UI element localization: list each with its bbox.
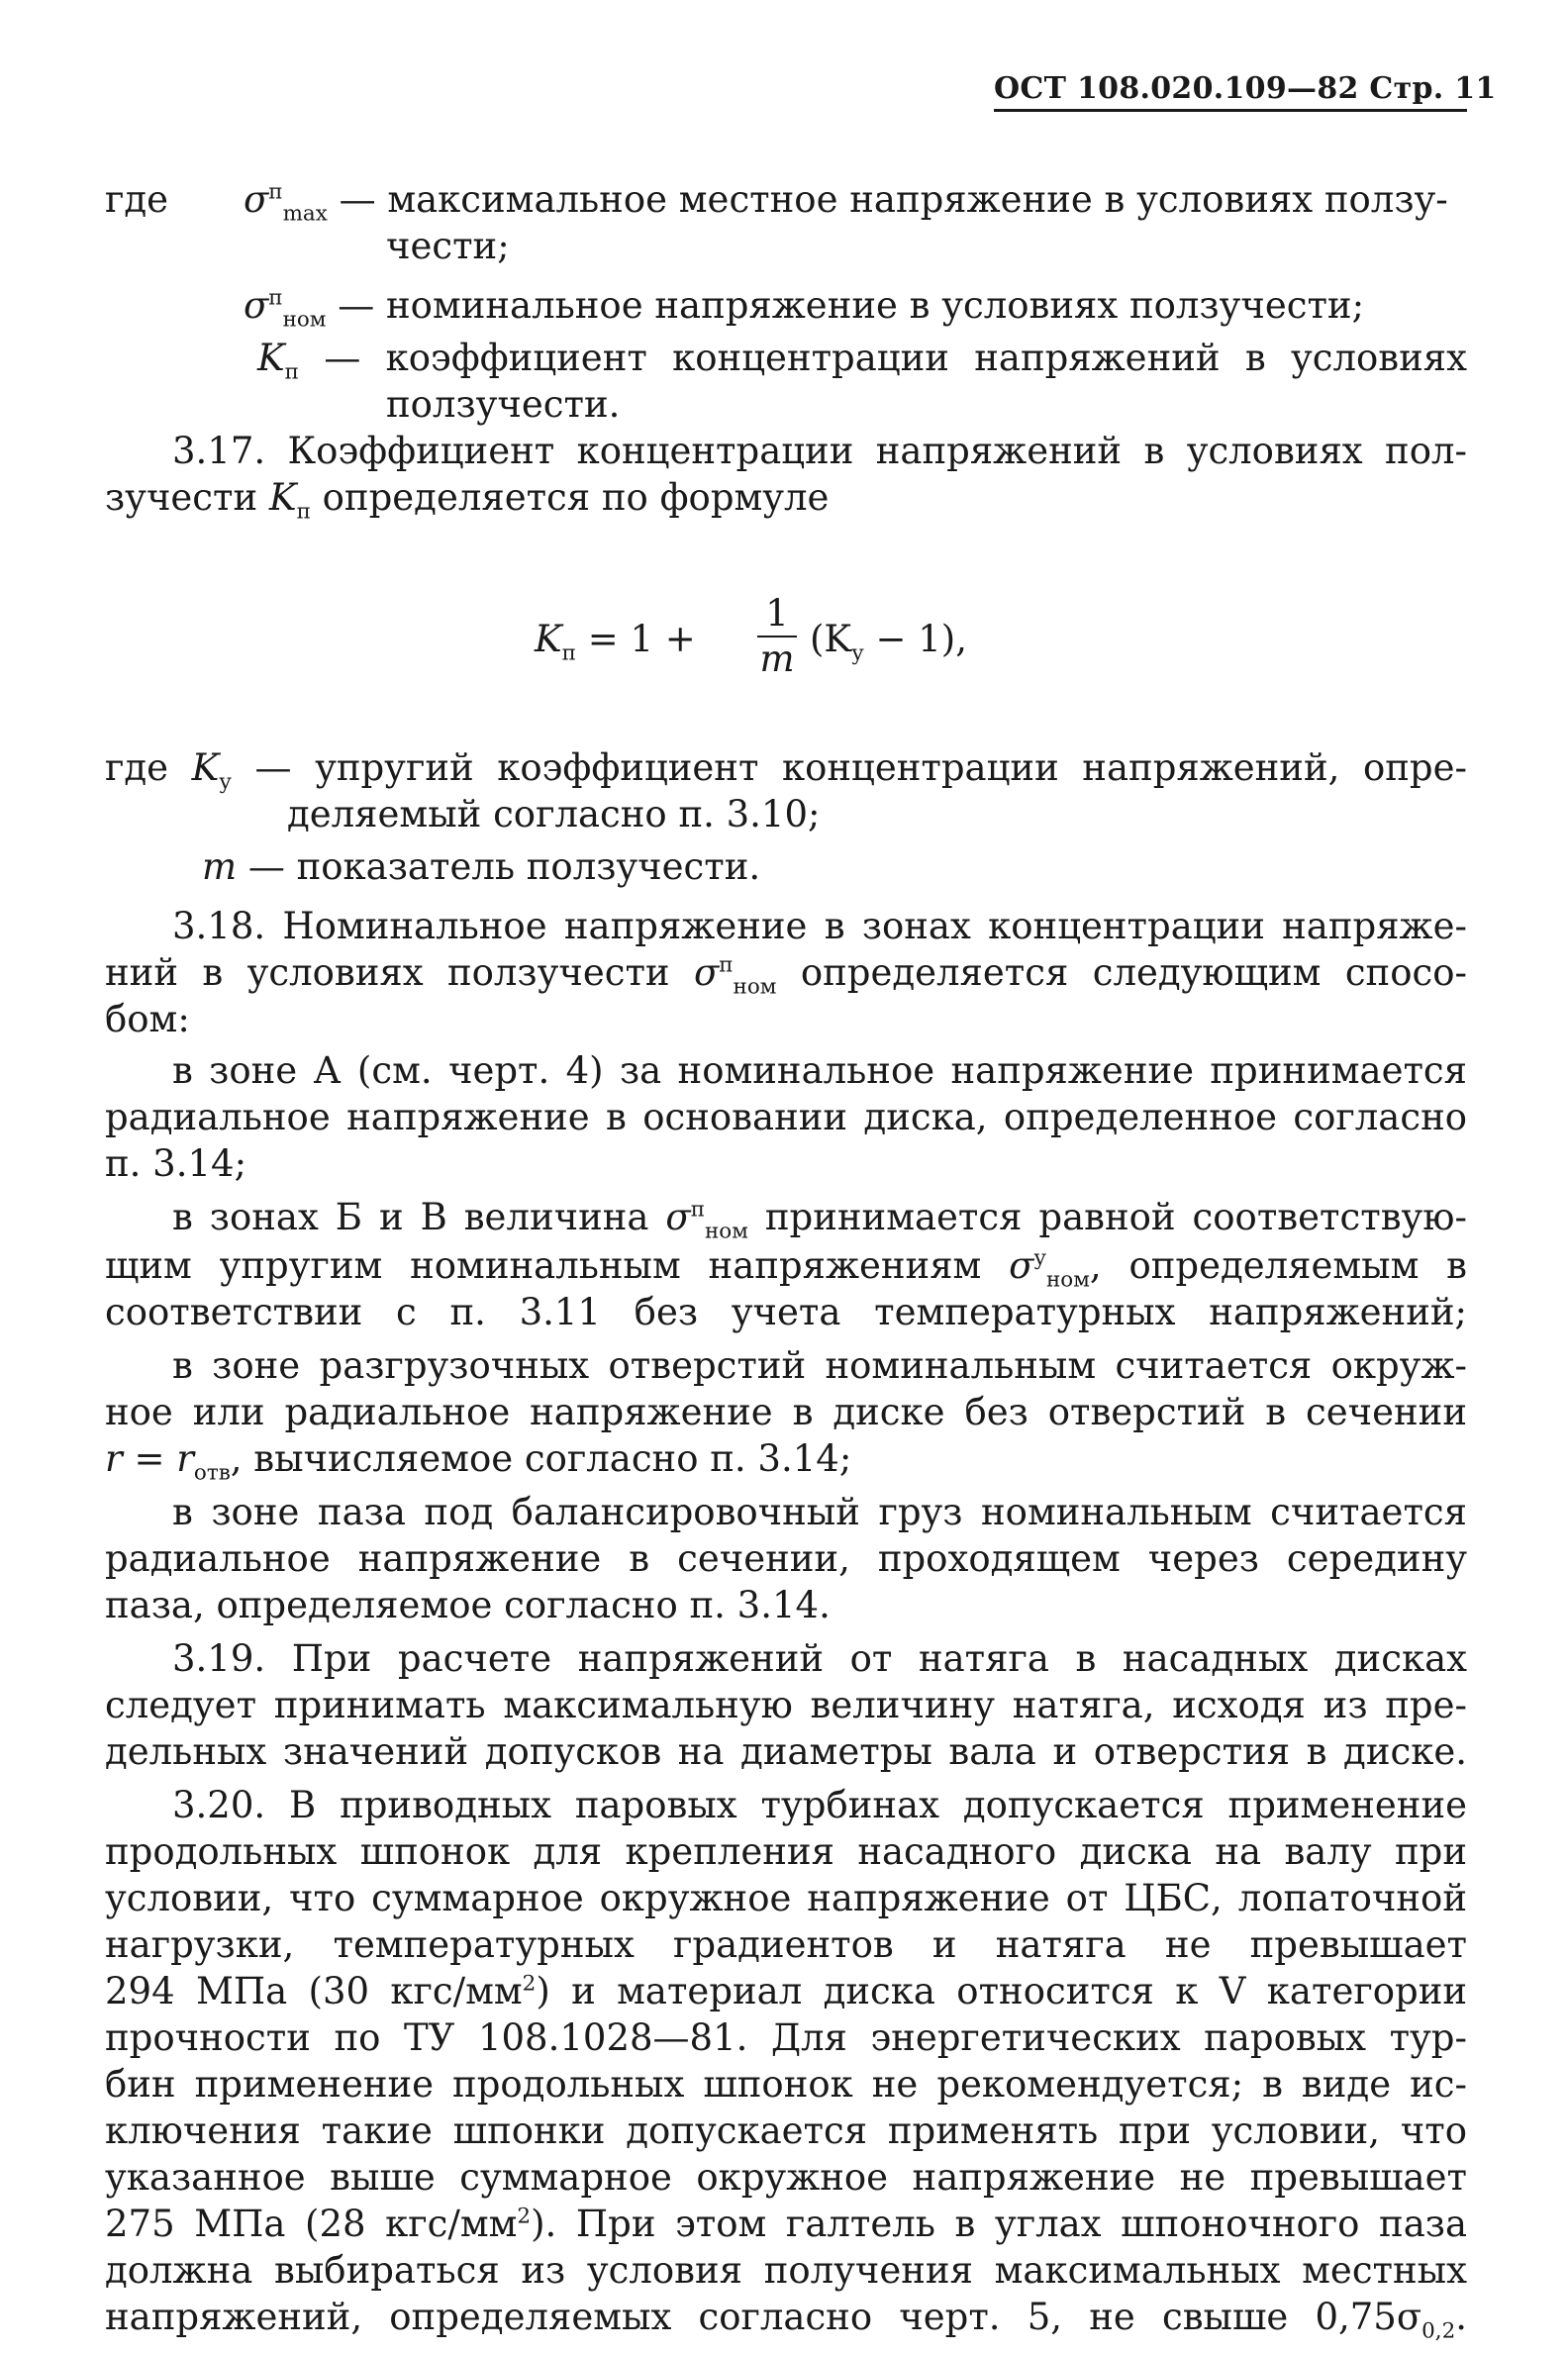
text-span: определяется следующим спосо- [776,951,1467,994]
text-span: , вычисляемое согласно п. 3.14; [230,1437,852,1480]
symbol-subscript: у [219,769,232,795]
symbol-superscript: п [719,952,734,978]
clause-3-18-line: 3.18. Номинальное напряжение в зонах концентрации напряже- [172,905,1467,947]
page-header: ОСТ 108.020.109—82 Стр. 11 [994,65,1467,112]
definition-text: — максимальное местное напряжение в условиях ползу- [339,178,1448,221]
where-label: где [105,746,192,789]
formula-operator: = 1 + [575,618,696,660]
clause-3-19-line: дельных значений допусков на диаметры вала и отверстия в диске. [105,1730,1467,1773]
formula-lhs [535,616,696,666]
definition-text: — номинальное напряжение в условиях ползучести; [338,284,1365,327]
zone-a-line: п. 3.14; [105,1142,247,1185]
clause-3-20-line: ключения такие шпонки допускается применять при условии, что [105,2109,1467,2152]
definition-m [202,843,760,890]
superscript: 2 [517,2204,532,2229]
clause-3-17-line: 3.17. Коэффициент концентрации напряжений в условиях пол- [172,430,1467,472]
formula-fraction [757,592,797,681]
symbol-k: K [535,618,562,660]
definition-sigma-nom [244,282,1365,333]
zone-a-line: в зоне А (см. черт. 4) за номинальное напряжение принимается [172,1049,1467,1092]
clause-3-20-line [105,1968,1467,2014]
symbol-subscript: отв [193,1460,231,1486]
zone-holes-line: ное или радиальное напряжение в диске без отверстий в сечении [105,1391,1467,1433]
symbol-subscript: п [284,359,299,385]
subscript: 0,2 [1421,2318,1456,2344]
fraction-numerator: 1 [765,592,789,635]
symbol-subscript: ном [705,1219,748,1244]
text-span: напряжений, определяемых согласно черт. 5, не свыше 0,75σ [105,2296,1422,2338]
symbol-subscript: max [282,201,328,227]
formula-rest: − 1), [863,618,967,660]
symbol-sigma: σ [693,951,720,994]
symbol-subscript: п [561,640,576,666]
formula-paren: (K [810,618,852,660]
zone-holes-line [105,1435,852,1486]
definition-sigma-max [244,176,1467,227]
clause-3-20-line: указанное выше суммарное окружное напряжение не превышает [105,2156,1467,2199]
clause-3-20-line: продольных шпонок для крепления насадного диска на валу при [105,1830,1467,1873]
symbol-r: r [176,1437,194,1480]
clause-3-20-line: бин применение продольных шпонок не рекомендуется; в виде ис- [105,2063,1467,2106]
clause-3-20-line: прочности по ТУ 108.1028—81. Для энергетических паровых тур- [105,2016,1467,2059]
definition-text-cont: ползучести. [386,383,621,426]
definition-text: — упругий коэффициент концентрации напряжений, опре- [231,746,1467,789]
formula-kn [535,586,1049,695]
symbol-subscript: п [296,499,311,525]
clause-3-20-line [105,2201,1467,2247]
definition-kn [257,335,1468,385]
text-span: зучести [105,476,269,519]
zone-bv-line: соответствии с п. 3.11 без учета температурных напряжений; [105,1291,1467,1333]
symbol-superscript: п [268,285,283,311]
definition-text: — показатель ползучести. [237,845,761,888]
superscript: 2 [522,1971,537,1997]
clause-3-18-line: бом: [105,998,190,1040]
symbol-sigma: σ [244,178,269,221]
text-span: в зонах Б и В величина [172,1196,666,1238]
clause-3-20-line: 3.20. В приводных паровых турбинах допускается применение [172,1784,1467,1826]
symbol-k: K [268,476,297,519]
text-span: , определяемым в [1089,1244,1468,1287]
symbol-subscript: ном [282,307,327,333]
clause-3-20-line [105,2294,1467,2344]
zone-slot-line: радиальное напряжение в сечении, проходящем через середину [105,1537,1467,1580]
definition-text: — коэффициент концентрации напряжений в условиях [324,337,1468,379]
text-span: . [1455,2296,1467,2338]
formula-rhs [810,616,967,666]
symbol-superscript: п [268,179,283,205]
symbol-k: K [191,746,220,789]
symbol-m: m [202,845,238,888]
zone-slot-line: паза, определяемое согласно п. 3.14. [105,1584,831,1626]
symbol-k: K [257,337,285,379]
symbol-sigma: σ [1009,1244,1034,1287]
definition-ky [105,744,1467,795]
zone-a-line: радиальное напряжение в основании диска, определенное согласно [105,1096,1467,1138]
zone-bv-line [105,1242,1468,1293]
clause-3-20-line: нагрузки, температурных градиентов и натяга не превышает [105,1923,1467,1966]
text-span: определяется по формуле [310,476,830,519]
text-span: ). При этом галтель в углах шпоночного паза [531,2203,1468,2245]
symbol-subscript: у [851,640,864,666]
clause-3-20-line: должна выбираться из условия получения максимальных местных [105,2249,1467,2292]
text-span: ) и материал диска относится к V категории [536,1970,1468,2012]
definition-text-cont: деляемый согласно п. 3.10; [287,793,821,835]
fraction-denominator: m [759,638,795,680]
symbol-superscript: п [690,1197,705,1223]
definition-text-cont: чести; [386,225,510,267]
symbol-sigma: σ [665,1196,691,1238]
symbol-subscript: ном [733,974,777,1000]
text-span: ний в условиях ползучести [105,951,694,994]
symbol-sigma: σ [244,284,269,327]
symbol-superscript: у [1033,1245,1046,1271]
clause-3-19-line: следует принимать максимальную величину натяга, исходя из пре- [105,1684,1467,1726]
clause-3-20-line: условии, что суммарное окружное напряжение от ЦБС, лопаточной [105,1877,1467,1919]
text-span: 275 МПа (28 кгс/мм [105,2203,518,2245]
where-label: где [105,178,169,221]
symbol-subscript: ном [1046,1267,1090,1293]
text-span: = [122,1437,177,1480]
clause-3-18-line [105,949,1467,1000]
text-span: принимается равной соответствую- [747,1196,1468,1238]
zone-bv-line [172,1194,1468,1244]
text-span: щим упругим номинальным напряжениям [105,1244,1010,1287]
clause-3-19-line: 3.19. При расчете напряжений от натяга в насадных дисках [172,1637,1467,1680]
zone-slot-line: в зоне паза под балансировочный груз номинальным считается [172,1491,1467,1533]
zone-holes-line: в зоне разгрузочных отверстий номинальным считается окруж- [172,1344,1467,1387]
text-span: 294 МПа (30 кгс/мм [105,1970,523,2012]
clause-3-17-line [105,474,830,525]
symbol-r: r [105,1437,123,1480]
